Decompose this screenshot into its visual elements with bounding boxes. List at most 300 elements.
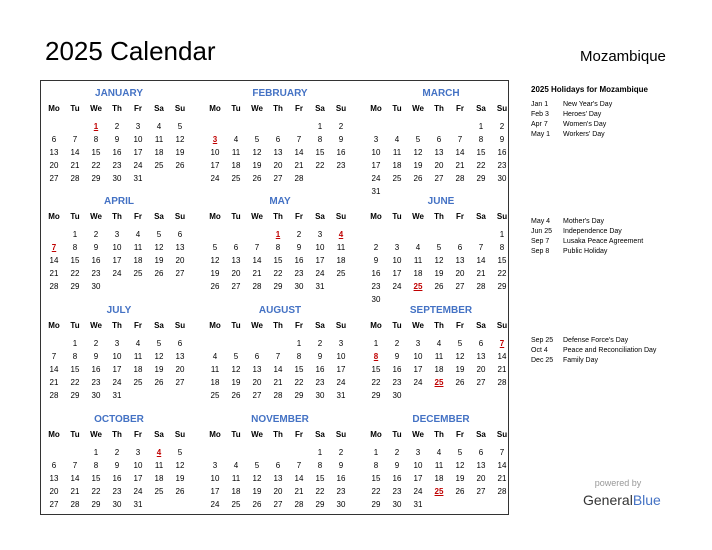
calendar-day: 9 <box>114 135 120 144</box>
calendar-day: 7 <box>275 352 281 361</box>
calendar-day: 6 <box>478 448 484 457</box>
calendar-day: 28 <box>455 174 465 183</box>
calendar-day: 8 <box>93 461 99 470</box>
weekday-header: We <box>90 430 102 439</box>
calendar-day: 14 <box>70 474 80 483</box>
calendar-day: 15 <box>70 256 80 265</box>
holiday-name: Heroes' Day <box>563 111 602 118</box>
calendar-day: 21 <box>497 365 507 374</box>
month-june <box>367 190 515 304</box>
calendar-day: 11 <box>336 243 346 252</box>
calendar-day: 13 <box>49 148 59 157</box>
calendar-day: 9 <box>338 461 344 470</box>
weekday-header: Th <box>112 321 122 330</box>
weekday-header: Th <box>273 321 283 330</box>
month-february <box>206 82 354 182</box>
weekday-header: Th <box>273 104 283 113</box>
calendar-day: 3 <box>135 448 141 457</box>
holiday-day: 25 <box>434 487 444 496</box>
calendar-day: 30 <box>392 391 402 400</box>
calendar-day: 16 <box>91 365 101 374</box>
calendar-day: 12 <box>154 352 164 361</box>
brand-part-2: Blue <box>632 492 661 508</box>
calendar-day: 20 <box>476 365 486 374</box>
calendar-day: 11 <box>133 243 143 252</box>
calendar-day: 11 <box>434 352 444 361</box>
holiday-day: 1 <box>93 122 99 131</box>
calendar-day: 13 <box>175 243 185 252</box>
weekday-header: Fr <box>134 212 142 221</box>
calendar-day: 29 <box>91 500 101 509</box>
calendar-day: 5 <box>212 243 218 252</box>
month-name: JANUARY <box>95 88 143 99</box>
calendar-day: 11 <box>210 365 220 374</box>
calendar-day: 20 <box>273 487 283 496</box>
calendar-day: 1 <box>296 339 302 348</box>
calendar-day: 3 <box>212 461 218 470</box>
calendar-day: 23 <box>112 161 122 170</box>
calendar-day: 1 <box>93 448 99 457</box>
holiday-name: Women's Day <box>563 121 607 128</box>
calendar-day: 17 <box>133 474 143 483</box>
calendar-day: 10 <box>210 148 220 157</box>
calendar-day: 8 <box>478 135 484 144</box>
calendar-day: 20 <box>49 487 59 496</box>
calendar-day: 15 <box>371 474 381 483</box>
calendar-day: 11 <box>133 352 143 361</box>
calendar-day: 14 <box>252 256 262 265</box>
calendar-day: 8 <box>275 243 281 252</box>
holiday-date: Jan 1 <box>531 101 549 108</box>
calendar-day: 3 <box>415 448 421 457</box>
weekday-header: We <box>412 212 424 221</box>
calendar-day: 3 <box>114 230 120 239</box>
calendar-day: 14 <box>497 352 507 361</box>
calendar-day: 13 <box>175 352 185 361</box>
calendar-day: 27 <box>49 500 59 509</box>
calendar-day: 30 <box>315 391 325 400</box>
calendar-day: 31 <box>133 500 143 509</box>
calendar-day: 8 <box>72 243 78 252</box>
calendar-day: 26 <box>175 161 185 170</box>
calendar-day: 23 <box>392 378 402 387</box>
calendar-day: 10 <box>112 352 122 361</box>
calendar-day: 11 <box>434 461 444 470</box>
weekday-header: Fr <box>456 430 464 439</box>
calendar-day: 6 <box>51 461 57 470</box>
calendar-day: 24 <box>133 161 143 170</box>
calendar-day: 28 <box>294 174 304 183</box>
holiday-day: 7 <box>499 339 505 348</box>
calendar-day: 1 <box>317 122 323 131</box>
calendar-day: 2 <box>373 243 379 252</box>
weekday-header: Su <box>174 104 186 113</box>
calendar-day: 18 <box>392 161 402 170</box>
weekday-header: Fr <box>295 104 303 113</box>
holiday-name: Family Day <box>563 357 599 364</box>
calendar-day: 18 <box>154 474 164 483</box>
calendar-day: 15 <box>497 256 507 265</box>
calendar-day: 21 <box>455 161 465 170</box>
calendar-day: 17 <box>315 256 325 265</box>
calendar-day: 24 <box>210 174 220 183</box>
calendar-day: 15 <box>476 148 486 157</box>
holiday-name: Lusaka Peace Agreement <box>563 238 644 245</box>
weekday-header: Th <box>112 430 122 439</box>
calendar-day: 17 <box>392 269 402 278</box>
calendar-day: 17 <box>371 161 381 170</box>
calendar-day: 5 <box>254 135 260 144</box>
calendar-day: 24 <box>413 487 423 496</box>
calendar-day: 20 <box>175 256 185 265</box>
weekday-header: Th <box>434 212 444 221</box>
weekday-header: Tu <box>70 430 80 439</box>
weekday-header: Mo <box>48 321 60 330</box>
calendar-day: 26 <box>154 378 164 387</box>
calendar-day: 2 <box>114 448 120 457</box>
calendar-day: 24 <box>392 282 402 291</box>
holiday-day: 3 <box>212 135 218 144</box>
weekday-header: We <box>412 321 424 330</box>
calendar-day: 17 <box>413 474 423 483</box>
calendar-day: 16 <box>112 148 122 157</box>
calendar-day: 24 <box>336 378 346 387</box>
weekday-header: Su <box>496 321 508 330</box>
month-name: APRIL <box>104 196 134 207</box>
calendar-day: 25 <box>231 174 241 183</box>
calendar-day: 3 <box>135 122 141 131</box>
calendar-day: 21 <box>70 487 80 496</box>
weekday-header: Tu <box>392 321 402 330</box>
weekday-header: Fr <box>295 321 303 330</box>
calendar-day: 12 <box>175 461 185 470</box>
month-name: DECEMBER <box>412 414 470 425</box>
calendar-day: 8 <box>72 352 78 361</box>
weekday-header: Tu <box>231 212 241 221</box>
calendar-day: 27 <box>175 269 185 278</box>
month-november <box>206 408 354 508</box>
calendar-day: 26 <box>434 282 444 291</box>
calendar-day: 13 <box>434 148 444 157</box>
calendar-day: 2 <box>93 230 99 239</box>
weekday-header: We <box>251 212 263 221</box>
holiday-day: 7 <box>51 243 57 252</box>
weekday-header: Su <box>174 212 186 221</box>
calendar-day: 8 <box>317 461 323 470</box>
calendar-day: 17 <box>112 365 122 374</box>
calendar-day: 12 <box>434 256 444 265</box>
holiday-name: Defense Force's Day <box>563 337 629 344</box>
calendar-day: 15 <box>273 256 283 265</box>
holiday-day: 1 <box>275 230 281 239</box>
calendar-day: 23 <box>497 161 507 170</box>
calendar-day: 26 <box>175 487 185 496</box>
calendar-day: 23 <box>91 269 101 278</box>
calendar-day: 5 <box>457 448 463 457</box>
calendar-day: 30 <box>294 282 304 291</box>
calendar-day: 31 <box>315 282 325 291</box>
calendar-day: 20 <box>476 474 486 483</box>
calendar-day: 19 <box>455 365 465 374</box>
weekday-header: Su <box>174 430 186 439</box>
weekday-header: Mo <box>209 430 221 439</box>
calendar-day: 28 <box>497 378 507 387</box>
calendar-day: 30 <box>112 174 122 183</box>
calendar-day: 14 <box>497 461 507 470</box>
calendar-day: 19 <box>154 365 164 374</box>
calendar-day: 22 <box>315 487 325 496</box>
month-name: JULY <box>106 305 132 316</box>
calendar-day: 1 <box>72 230 78 239</box>
weekday-header: Sa <box>315 321 325 330</box>
country-name: Mozambique <box>580 48 666 65</box>
weekday-header: Mo <box>48 430 60 439</box>
calendar-day: 5 <box>436 243 442 252</box>
weekday-header: Fr <box>456 212 464 221</box>
calendar-day: 23 <box>371 282 381 291</box>
calendar-day: 29 <box>476 174 486 183</box>
calendar-day: 7 <box>254 243 260 252</box>
calendar-day: 29 <box>371 500 381 509</box>
calendar-day: 24 <box>371 174 381 183</box>
holiday-date: Sep 25 <box>531 337 554 344</box>
calendar-day: 5 <box>156 230 162 239</box>
calendar-day: 28 <box>49 391 59 400</box>
calendar-day: 19 <box>455 474 465 483</box>
weekday-header: Su <box>174 321 186 330</box>
weekday-header: Sa <box>315 104 325 113</box>
month-name: SEPTEMBER <box>409 305 473 316</box>
calendar-day: 25 <box>154 487 164 496</box>
calendar-day: 17 <box>133 148 143 157</box>
weekday-header: Sa <box>476 321 486 330</box>
calendar-day: 5 <box>457 339 463 348</box>
weekday-header: We <box>90 321 102 330</box>
calendar-day: 23 <box>336 161 346 170</box>
holiday-name: Independence Day <box>563 228 622 235</box>
calendar-day: 17 <box>413 365 423 374</box>
calendar-day: 18 <box>133 256 143 265</box>
month-july <box>45 299 193 399</box>
weekday-header: Th <box>112 212 122 221</box>
weekday-header: Mo <box>370 321 382 330</box>
holiday-date: May 1 <box>531 131 551 138</box>
calendar-day: 22 <box>91 161 101 170</box>
calendar-day: 7 <box>457 135 463 144</box>
weekday-header: Sa <box>154 104 164 113</box>
calendar-day: 21 <box>476 269 486 278</box>
calendar-day: 16 <box>112 474 122 483</box>
calendar-day: 20 <box>231 269 241 278</box>
weekday-header: Fr <box>295 430 303 439</box>
calendar-day: 11 <box>231 148 241 157</box>
calendar-day: 27 <box>252 391 262 400</box>
calendar-day: 16 <box>336 474 346 483</box>
weekday-header: Sa <box>476 430 486 439</box>
calendar-day: 10 <box>336 352 346 361</box>
calendar-day: 18 <box>210 378 220 387</box>
calendar-day: 8 <box>499 243 505 252</box>
calendar-day: 7 <box>72 461 78 470</box>
calendar-day: 4 <box>233 461 239 470</box>
calendar-day: 9 <box>296 243 302 252</box>
calendar-day: 1 <box>72 339 78 348</box>
month-name: OCTOBER <box>94 414 144 425</box>
powered-by-label: powered by <box>594 478 642 488</box>
calendar-day: 10 <box>133 135 143 144</box>
holiday-date: Sep 8 <box>531 248 550 255</box>
weekday-header: Fr <box>134 321 142 330</box>
calendar-day: 1 <box>478 122 484 131</box>
calendar-day: 4 <box>135 230 141 239</box>
calendar-day: 29 <box>497 282 507 291</box>
calendar-day: 29 <box>70 391 80 400</box>
calendar-day: 15 <box>294 365 304 374</box>
calendar-day: 16 <box>336 148 346 157</box>
calendar-day: 24 <box>133 487 143 496</box>
calendar-day: 14 <box>49 365 59 374</box>
holiday-day: 4 <box>338 230 344 239</box>
weekday-header: Tu <box>231 430 241 439</box>
calendar-day: 14 <box>294 148 304 157</box>
calendar-day: 2 <box>317 339 323 348</box>
calendar-day: 25 <box>392 174 402 183</box>
weekday-header: Fr <box>134 430 142 439</box>
holiday-day: 8 <box>373 352 379 361</box>
calendar-day: 12 <box>455 461 465 470</box>
calendar-day: 19 <box>175 474 185 483</box>
calendar-day: 23 <box>392 487 402 496</box>
calendar-day: 5 <box>156 339 162 348</box>
calendar-day: 4 <box>135 339 141 348</box>
calendar-day: 4 <box>233 135 239 144</box>
calendar-day: 23 <box>294 269 304 278</box>
calendar-day: 12 <box>154 243 164 252</box>
calendar-day: 3 <box>114 339 120 348</box>
calendar-day: 21 <box>49 269 59 278</box>
calendar-day: 22 <box>294 378 304 387</box>
month-december <box>367 408 515 508</box>
calendar-day: 15 <box>70 365 80 374</box>
calendar-day: 7 <box>499 448 505 457</box>
weekday-header: We <box>90 104 102 113</box>
calendar-day: 9 <box>373 256 379 265</box>
calendar-day: 29 <box>294 391 304 400</box>
calendar-day: 16 <box>497 148 507 157</box>
calendar-day: 2 <box>93 339 99 348</box>
weekday-header: Sa <box>315 212 325 221</box>
calendar-day: 31 <box>413 500 423 509</box>
calendar-day: 13 <box>231 256 241 265</box>
holiday-day: 25 <box>434 378 444 387</box>
calendar-day: 26 <box>413 174 423 183</box>
month-january <box>45 82 193 182</box>
calendar-day: 20 <box>455 269 465 278</box>
calendar-day: 26 <box>455 487 465 496</box>
calendar-day: 4 <box>156 122 162 131</box>
holiday-date: Dec 25 <box>531 357 554 364</box>
calendar-day: 26 <box>154 269 164 278</box>
weekday-header: Mo <box>370 430 382 439</box>
weekday-header: Su <box>335 212 347 221</box>
calendar-day: 8 <box>296 352 302 361</box>
calendar-day: 22 <box>315 161 325 170</box>
calendar-day: 16 <box>315 365 325 374</box>
weekday-header: Tu <box>70 212 80 221</box>
calendar-day: 2 <box>499 122 505 131</box>
weekday-header: Mo <box>209 321 221 330</box>
calendar-day: 6 <box>177 230 183 239</box>
calendar-day: 23 <box>315 378 325 387</box>
weekday-header: Tu <box>392 104 402 113</box>
calendar-day: 27 <box>455 282 465 291</box>
calendar-day: 2 <box>338 122 344 131</box>
month-october <box>45 408 193 508</box>
calendar-day: 10 <box>413 352 423 361</box>
calendar-day: 23 <box>91 378 101 387</box>
calendar-day: 10 <box>133 461 143 470</box>
calendar-day: 14 <box>49 256 59 265</box>
holiday-date: Feb 3 <box>531 111 549 118</box>
calendar-day: 27 <box>175 378 185 387</box>
calendar-day: 21 <box>252 269 262 278</box>
calendar-day: 26 <box>455 378 465 387</box>
calendar-day: 10 <box>413 461 423 470</box>
calendar-day: 15 <box>371 365 381 374</box>
calendar-day: 18 <box>231 161 241 170</box>
calendar-day: 16 <box>392 365 402 374</box>
calendar-day: 30 <box>497 174 507 183</box>
calendar-day: 6 <box>478 339 484 348</box>
calendar-day: 24 <box>112 269 122 278</box>
weekday-header: We <box>251 104 263 113</box>
calendar-day: 28 <box>252 282 262 291</box>
calendar-day: 29 <box>273 282 283 291</box>
calendar-day: 3 <box>415 339 421 348</box>
calendar-day: 29 <box>70 282 80 291</box>
calendar-day: 28 <box>497 487 507 496</box>
calendar-day: 19 <box>175 148 185 157</box>
calendar-day: 10 <box>315 243 325 252</box>
calendar-day: 19 <box>210 269 220 278</box>
weekday-header: Mo <box>48 104 60 113</box>
holiday-date: Oct 4 <box>531 347 548 354</box>
calendar-day: 27 <box>49 174 59 183</box>
calendar-day: 17 <box>210 487 220 496</box>
month-august <box>206 299 354 399</box>
calendar-day: 20 <box>175 365 185 374</box>
calendar-day: 22 <box>273 269 283 278</box>
calendar-day: 2 <box>394 339 400 348</box>
calendar-day: 6 <box>275 461 281 470</box>
calendar-day: 22 <box>70 378 80 387</box>
weekday-header: Fr <box>456 321 464 330</box>
calendar-day: 9 <box>394 352 400 361</box>
weekday-header: Su <box>496 104 508 113</box>
calendar-day: 24 <box>210 500 220 509</box>
weekday-header: Tu <box>392 212 402 221</box>
brand-part-1: General <box>583 492 633 508</box>
calendar-day: 30 <box>392 500 402 509</box>
month-name: NOVEMBER <box>251 414 309 425</box>
calendar-day: 22 <box>91 487 101 496</box>
weekday-header: Fr <box>456 104 464 113</box>
calendar-day: 2 <box>394 448 400 457</box>
calendar-day: 30 <box>112 500 122 509</box>
calendar-day: 3 <box>317 230 323 239</box>
weekday-header: Mo <box>209 104 221 113</box>
month-march <box>367 82 515 196</box>
